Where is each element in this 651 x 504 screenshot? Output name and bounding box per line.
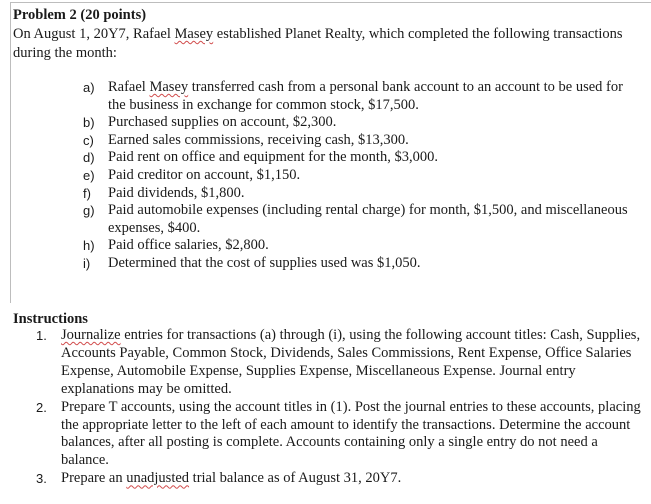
- transaction-item: [83, 149, 638, 167]
- transaction-text: Paid creditor on account, $1,150.: [108, 166, 301, 183]
- transaction-text: Determined that the cost of supplies used was $1,050.: [108, 254, 421, 271]
- transaction-letter: i): [83, 255, 91, 271]
- transaction-letter: h): [83, 238, 95, 254]
- instruction-text: Prepare T accounts, using the account titles in (1). Post the journal entries to these accounts, placing the appropriate letter to the left of each amount to identify the transactions. Determine the account balances, after all posting is complete. Accounts containing only a single entry do not need a balance.: [61, 398, 641, 469]
- transaction-item: [83, 114, 638, 132]
- transaction-letter: a): [83, 80, 95, 95]
- problem-title: Problem 2 (20 points): [13, 7, 147, 23]
- instruction-item: [36, 327, 643, 399]
- instruction-item: [36, 399, 643, 471]
- transaction-item: [83, 185, 638, 203]
- transaction-text: Earned sales commissions, receiving cash, $13,300.: [108, 131, 409, 148]
- transaction-letter: e): [83, 167, 95, 183]
- transaction-item: [83, 202, 638, 237]
- instruction-text-start: Prepare an: [61, 470, 127, 487]
- problem-intro: [13, 25, 643, 62]
- transaction-text: Paid dividends, $1,800.: [108, 184, 245, 201]
- transaction-text: Purchased supplies on account, $2,300.: [108, 114, 337, 131]
- transaction-text: Paid office salaries, $2,800.: [108, 237, 269, 254]
- intro-text-end: established Planet Realty, which completed the following transactions during the month:: [13, 26, 623, 61]
- transaction-letter: c): [83, 132, 94, 148]
- transaction-text: Paid automobile expenses (including rental charge) for month, $1,500, and miscellaneous expenses, $400.: [108, 202, 628, 236]
- instruction-word-misspelled: Journalize: [61, 327, 121, 343]
- instruction-text: entries for transactions (a) through (i), using the following account titles: Cash, Supplies, Accounts Payable, Common Stock, Dividends, Sales Commissions, Rent Expense, Office Salaries Expense, Automobile Expense, Supplies Expense, Miscellaneous Expense. Journal entry explanations may be omitted.: [61, 327, 641, 397]
- transaction-item: [83, 132, 638, 150]
- instruction-number: 1.: [36, 328, 47, 343]
- instructions-list: [36, 327, 643, 488]
- transaction-item: [83, 255, 638, 273]
- intro-text-start: On August 1, 20Y7, Rafael: [13, 26, 175, 42]
- instruction-text-end: trial balance as of August 31, 20Y7.: [189, 470, 402, 487]
- transaction-name-misspelled: Masey: [149, 79, 189, 95]
- instruction-item: [36, 470, 643, 488]
- intro-name-misspelled: Masey: [174, 26, 214, 42]
- transaction-text: Paid rent on office and equipment for the month, $3,000.: [108, 149, 438, 166]
- transaction-item: [83, 237, 638, 255]
- transaction-letter: g): [83, 203, 95, 219]
- transaction-text-end: transferred cash from a personal bank account to an account to be used for the business in exchange for common stock, $17,500.: [108, 79, 623, 113]
- transaction-letter: b): [83, 115, 95, 131]
- transaction-text-start: Rafael: [108, 79, 150, 95]
- transaction-item: [83, 79, 638, 114]
- transaction-letter: f): [83, 185, 91, 201]
- instructions-title: Instructions: [13, 311, 88, 327]
- instruction-word-misspelled: unadjusted: [126, 470, 190, 487]
- instruction-number: 2.: [36, 399, 47, 415]
- transaction-letter: d): [83, 150, 95, 166]
- instruction-number: 3.: [36, 471, 47, 487]
- transaction-list: [83, 79, 638, 273]
- transaction-item: [83, 167, 638, 185]
